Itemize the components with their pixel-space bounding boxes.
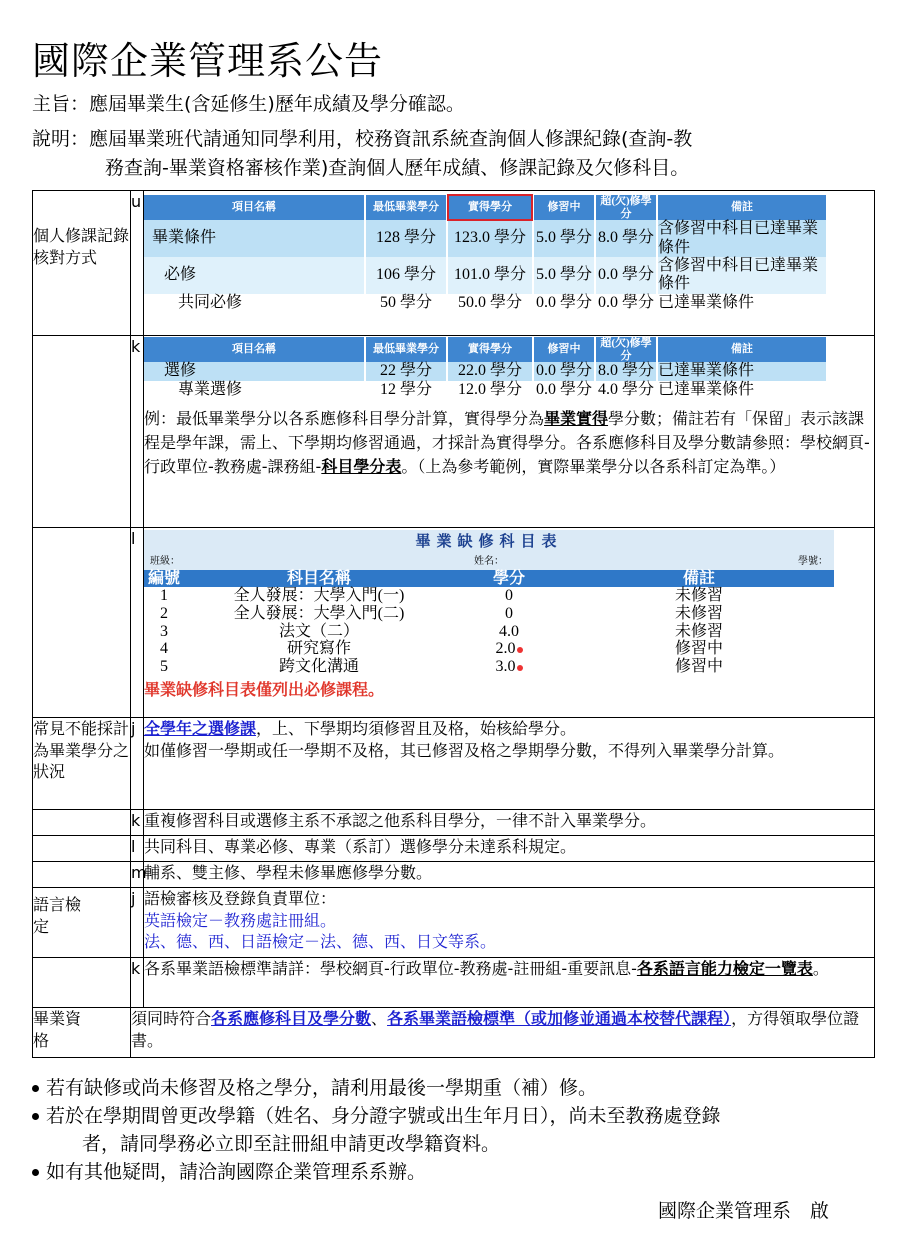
course-credits-link[interactable]: 各系應修科目及學分數: [211, 1009, 372, 1028]
marker: u: [131, 191, 144, 336]
marker: k: [131, 958, 144, 1008]
category-non-credit: 常見不能採計為畢業學分之狀況: [33, 718, 131, 810]
bullet-item: 若於在學期間曾更改學籍（姓名、身分證字號或出生年月日），尚未至教務處登錄: [32, 1102, 721, 1130]
category-language-test: 語言檢定: [33, 888, 131, 958]
other-language-test-unit: 法、德、西、日語檢定－法、德、西、日文等系。: [144, 932, 497, 952]
full-year-elective-link[interactable]: 全學年之選修課: [144, 719, 257, 738]
in-progress-dot-icon: [517, 665, 523, 671]
missing-course-panel: [144, 528, 875, 718]
col-header: 修習中: [534, 195, 594, 220]
marker: l: [131, 528, 144, 718]
bullet-notes: [32, 1074, 721, 1186]
elective-panel: [144, 336, 875, 528]
in-progress-dot-icon: [517, 647, 523, 653]
description-line-1: 說明：應屆畢業班代請通知同學利用，校務資訊系統查詢個人修課紀錄(查詢-教: [32, 128, 693, 150]
marker: l: [131, 836, 144, 862]
example-note: 例：最低畢業學分以各系應修科目學分計算，實得學分為畢業實得學分數；備註若有「保留」表示該課程是學年課，需上、下學期均修習通過，才採計為實得學分。各系應修科目及學分數請參照：學校網頁-行政單位-教務處-課務組-科目學分表。（上為參考範例，實際畢業學分以各系科訂定為準。）: [144, 409, 870, 477]
table-row: 專業選修 12 學分 12.0 學分 0.0 學分 4.0 學分 已達畢業條件: [144, 381, 826, 399]
insufficient-credit-item: 共同科目、專業必修、專業（系訂）選修學分未達系科規定。: [144, 836, 875, 862]
table-row: 必修 106 學分 101.0 學分 5.0 學分 0.0 學分 含修習中科目已達畢業條件: [144, 257, 826, 294]
table-row: 共同必修 50 學分 50.0 學分 0.0 學分 0.0 學分 已達畢業條件: [144, 294, 826, 312]
marker: k: [131, 336, 144, 528]
col-header: 實得學分: [448, 337, 532, 362]
table-row: 2 全人發展：大學入門(二) 0 未修習: [160, 604, 723, 622]
category-graduation-qualification: 畢業資格: [33, 1008, 131, 1058]
marker: k: [131, 810, 144, 836]
missing-course-title: 畢業缺修科目表: [144, 530, 834, 554]
language-standard-list-link[interactable]: 各系語言能力檢定一覽表: [636, 959, 813, 978]
col-header: 超(欠)修學分: [596, 337, 656, 362]
col-header: 項目名稱: [144, 195, 364, 220]
marker: m: [131, 862, 144, 888]
table-row: 4 研究寫作 2.0 修習中: [160, 640, 723, 658]
signature: 國際企業管理系 啟: [658, 1200, 830, 1222]
name-label: 姓名：: [474, 556, 504, 568]
table-row: 1 全人發展：大學入門(一) 0 未修習: [160, 587, 723, 605]
language-standard-link[interactable]: 各系畢業語檢標準（或加修並通過本校替代課程）: [387, 1009, 732, 1028]
col-header: 修習中: [534, 337, 594, 362]
language-standard-item: 各系畢業語檢標準請詳：學校網頁-行政單位-教務處-註冊組-重要訊息-各系語言能力檢定一覽表。: [144, 958, 875, 1008]
table-row: 3 法文（二） 4.0 未修習: [160, 622, 723, 640]
table-row: 選修 22 學分 22.0 學分 0.0 學分 8.0 學分 已達畢業條件: [144, 362, 826, 380]
credit-summary-table-2: [144, 337, 826, 399]
marker: j: [131, 888, 144, 958]
notice-table: [32, 190, 875, 1058]
col-header: 超(欠)修學分: [596, 195, 656, 220]
graduation-credits-term: 畢業實得: [544, 409, 609, 429]
id-label: 學號：: [798, 556, 828, 568]
col-header: 學分: [454, 570, 564, 588]
full-year-course-item: 全學年之選修課，上、下學期均須修習且及格，始核給學分。 如僅修習一學期或任一學期不及格，其已修習及格之學期學分數，不得列入畢業學分計算。: [144, 718, 875, 810]
missing-course-table: [144, 530, 834, 675]
subject-line: 主旨：應屆畢業生(含延修生)歷年成績及學分確認。: [32, 93, 465, 115]
col-header: 備註: [658, 195, 826, 220]
category-course-check: 個人修課記錄核對方式: [33, 191, 131, 336]
missing-course-note: 畢業缺修科目表僅列出必修課程。: [144, 680, 385, 700]
english-test-unit: 英語檢定－教務處註冊組。: [144, 910, 337, 930]
repeat-course-item: 重複修習科目或選修主系不承認之他系科目學分，一律不計入畢業學分。: [144, 810, 875, 836]
class-label: 班級：: [150, 556, 180, 568]
col-header: 備註: [658, 337, 826, 362]
language-test-units: 語檢審核及登錄負責單位： 英語檢定－教務處註冊組。 法、德、西、日語檢定－法、德、西、日文等系。: [144, 888, 875, 958]
minor-program-item: 輔系、雙主修、學程未修畢應修學分數。: [144, 862, 875, 888]
col-header: 備註: [564, 570, 834, 588]
course-credit-table-link[interactable]: 科目學分表: [321, 457, 402, 477]
table-row: 畢業條件 128 學分 123.0 學分 5.0 學分 8.0 學分 含修習中科目已達畢業條件: [144, 220, 826, 257]
graduation-qualification-text: 須同時符合各系應修科目及學分數、各系畢業語檢標準（或加修並通過本校替代課程），方得領取學位證書。: [131, 1008, 875, 1058]
graduation-summary-panel: [144, 191, 875, 336]
col-header: 編號: [144, 570, 184, 588]
col-header: 最低畢業學分: [366, 337, 446, 362]
table-row: 5 跨文化溝通 3.0 修習中: [160, 657, 723, 675]
col-header-highlighted: 實得學分: [448, 195, 532, 220]
marker: j: [131, 718, 144, 810]
col-header: 項目名稱: [144, 337, 364, 362]
bullet-item: 若有缺修或尚未修習及格之學分，請利用最後一學期重（補）修。: [32, 1074, 721, 1102]
credit-summary-table-1: [144, 195, 826, 312]
page-title: 國際企業管理系公告: [32, 39, 384, 83]
bullet-item-continued: 者，請同學務必立即至註冊組申請更改學籍資料。: [82, 1133, 501, 1155]
bullet-item: 如有其他疑問，請洽詢國際企業管理系系辦。: [32, 1158, 721, 1186]
col-header: 科目名稱: [184, 570, 454, 588]
description-line-2: 務查詢-畢業資格審核作業)查詢個人歷年成績、修課記錄及欠修科目。: [105, 157, 690, 179]
col-header: 最低畢業學分: [366, 195, 446, 220]
